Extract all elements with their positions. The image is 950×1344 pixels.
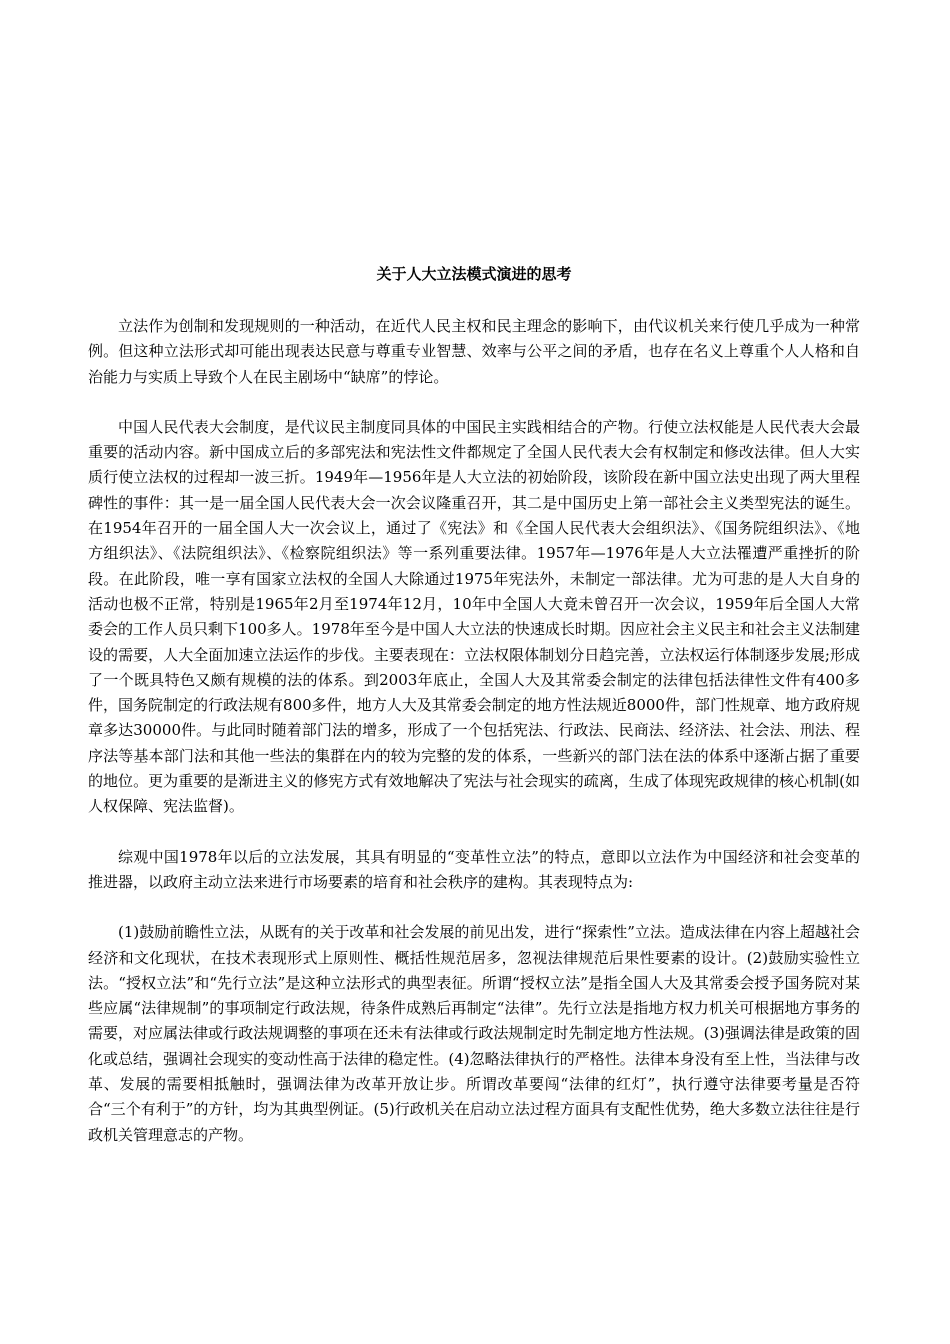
document-title: 关于人大立法模式演进的思考 — [376, 265, 572, 283]
paragraph-reform-legislation: 综观中国1978年以后的立法发展，其具有明显的“变革性立法”的特点，意即以立法作为中国经济和社会变革的推进器，以政府主动立法来进行市场要素的培育和社会秩序的建构。其表现特点为: — [88, 847, 860, 891]
paragraph-npc-history: 中国人民代表大会制度，是代议民主制度同具体的中国民主实践相结合的产物。行使立法权能是人民代表大会最重要的活动内容。新中国成立后的多部宪法和宪法性文件都规定了全国人民代表大会有权制定和修改法律。但人大实质行使立法权的过程却一波三折。1949年—1956年是人大立法的初始阶段，该阶段在新中国立法史出现了两大里程碑性的事件：其一是一届全国人民代表大会一次会议隆重召开，其二是中国历史上第一部社会主义类型宪法的诞生。在1954年召开的一届全国人大一次会议上，通过了《宪法》和《全国人民代表大会组织法》、《国务院组织法》、《地方组织法》、《法院组织法》、《检察院组织法》等一系列重要法律。1957年—1976年是人大立法罹遭严重挫折的阶段。在此阶段，唯一享有国家立法权的全国人大除通过1975年宪法外，未制定一部法律。尤为可悲的是人大自身的活动也极不正常，特别是1965年2月至1974年12月，10年中全国人大竟未曾召开一次会议，1959年后全国人大常委会的工作人员只剩下100多人。1978年至今是中国人大立法的快速成长时期。因应社会主义民主和社会主义法制建设的需要，人大全面加速立法运作的步伐。主要表现在：立法权限体制划分日趋完善，立法权运行体制逐步发展;形成了一个既具特色又颇有规模的法的体系。到2003年底止，全国人大及其常委会制定的法律包括法律性文件有400多件，国务院制定的行政法规有800多件，地方人大及其常委会制定的地方性法规近8000件，部门性规章、地方政府规章多达30000件。与此同时随着部门法的增多，形成了一个包括宪法、行政法、民商法、经济法、社会法、刑法、程序法等基本部门法和其他一些法的集群在内的较为完整的发的体系，一些新兴的部门法在法的体系中逐渐占据了重要的地位。更为重要的是渐进主义的修宪方式有效地解决了宪法与社会现实的疏离，生成了体现宪政规律的核心机制(如人权保障、宪法监督)。 — [88, 417, 860, 816]
paragraph-characteristics: (1)鼓励前瞻性立法，从既有的关于改革和社会发展的前见出发，进行“探索性”立法。造成法律在内容上超越社会经济和文化现状，在技术表现形式上原则性、概括性规范居多，忽视法律规范后果性要素的设计。(2)鼓励实验性立法。“授权立法”和“先行立法”是这种立法形式的典型表征。所谓“授权立法”是指全国人大及其常委会授予国务院对某些应属“法律规制”的事项制定行政法规，待条件成熟后再制定“法律”。先行立法是指地方权力机关可根据地方事务的需要，对应属法律或行政法规调整的事项在还未有法律或行政法规制定时先制定地方性法规。(3)强调法律是政策的固化或总结，强调社会现实的变动性高于法律的稳定性。(4)忽略法律执行的严格性。法律本身没有至上性，当法律与改革、发展的需要相抵触时，强调法律为改革开放让步。所谓改革要闯“法律的红灯”，执行遵守法律要考量是否符合“三个有利于”的方针，均为其典型例证。(5)行政机关在启动立法过程方面具有支配性优势，绝大多数立法往往是行政机关管理意志的产物。 — [88, 923, 860, 1144]
paragraph-intro: 立法作为创制和发现规则的一种活动，在近代人民主权和民主理念的影响下，由代议机关来行使几乎成为一种常例。但这种立法形式却可能出现表达民意与尊重专业智慧、效率与公平之间的矛盾，也存在名义上尊重个人人格和自治能力与实质上导致个人在民主剧场中“缺席”的悖论。 — [88, 317, 860, 386]
document-page — [88, 264, 860, 1173]
